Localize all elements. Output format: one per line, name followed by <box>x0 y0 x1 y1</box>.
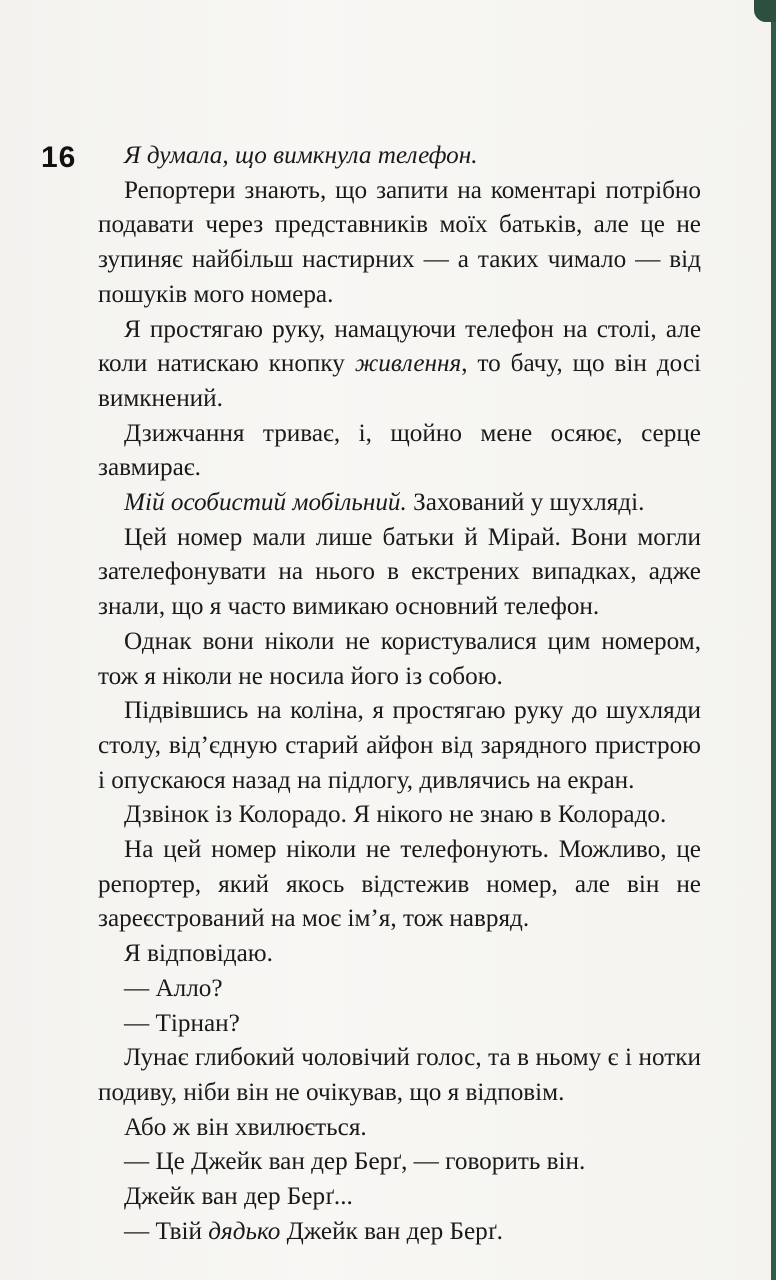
paragraph <box>98 313 701 417</box>
text-segment: Я простягаю руку, намацуючи телефон на столі, але коли натискаю кнопку <box>98 315 701 378</box>
paragraph <box>98 833 701 937</box>
paragraph <box>98 1111 701 1146</box>
paragraph <box>98 625 701 694</box>
paragraph <box>98 972 701 1007</box>
text-segment: На цей номер ніколи не телефонують. Можливо, це репортер, який якось відстежив номер, але він не зареєстрований на моє ім’я, тож навряд. <box>98 836 701 933</box>
text-segment: — Алло? <box>124 974 223 1002</box>
paragraph <box>98 139 701 174</box>
text-segment: Лунає глибокий чоловічий голос, та в ньому є і нотки подиву, ніби він не очікував, що я відповім. <box>98 1044 701 1106</box>
body-text <box>98 139 701 1250</box>
text-segment: Репортери знають, що запити на коментарі потрібно подавати через представників моїх батьків, але це не зупиняє найбільш настирних — а таких чимало — від пошуків мого номера. <box>98 176 701 308</box>
page-corner-shadow <box>754 0 776 22</box>
text-segment: , то бачу, що він досі вимкнений. <box>98 350 701 412</box>
paragraph <box>98 1180 701 1215</box>
paragraph <box>98 937 701 972</box>
text-segment: Джейк ван дер Берґ... <box>124 1183 353 1211</box>
paragraph <box>98 486 701 521</box>
text-segment: Дзижчання триває, і, щойно мене осяює, серце завмирає. <box>98 419 701 482</box>
text-segment: Я відповідаю. <box>124 940 273 968</box>
paragraph <box>98 1041 701 1110</box>
text-segment: Підвівшись на коліна, я простягаю руку до шухляди столу, від’єдную старий айфон від зарядного пристрою і опускаюся назад на підлогу, дивлячись на екран. <box>98 697 701 794</box>
page-number: 16 <box>41 141 77 174</box>
text-segment: — Тірнан? <box>124 1009 240 1037</box>
text-segment: живлення <box>354 350 462 378</box>
paragraph <box>98 521 701 625</box>
paragraph <box>98 174 701 313</box>
text-segment: Однак вони ніколи не користувалися цим номером, тож я ніколи не носила його із собою. <box>98 627 701 690</box>
page-edge <box>771 0 776 1280</box>
text-segment: Дзвінок із Колорадо. Я нікого не знаю в Колорадо. <box>124 801 667 829</box>
text-segment: Я думала, що вимкнула телефон. <box>124 142 478 169</box>
paragraph <box>98 417 701 486</box>
paragraph <box>98 1145 701 1180</box>
text-segment: Джейк ван дер Берґ. <box>280 1217 503 1245</box>
paragraph <box>98 1007 701 1042</box>
text-segment: Або ж він хвилюється. <box>124 1113 367 1141</box>
paragraph <box>98 798 701 833</box>
text-segment: Цей номер мали лише батьки й Мірай. Вони могли зателефонувати на нього в екстрених випадках, адже знали, що я часто вимикаю основний телефон. <box>98 523 701 621</box>
text-segment: Захований у шухляді. <box>406 489 645 517</box>
paragraph <box>98 694 701 798</box>
text-segment: дядько <box>208 1217 281 1245</box>
text-segment: — Твій <box>124 1217 209 1245</box>
text-segment: Мій особистий мобільний. <box>124 489 407 517</box>
text-segment: — Це Джейк ван дер Берґ, — говорить він. <box>124 1148 586 1176</box>
paragraph <box>98 1215 701 1250</box>
